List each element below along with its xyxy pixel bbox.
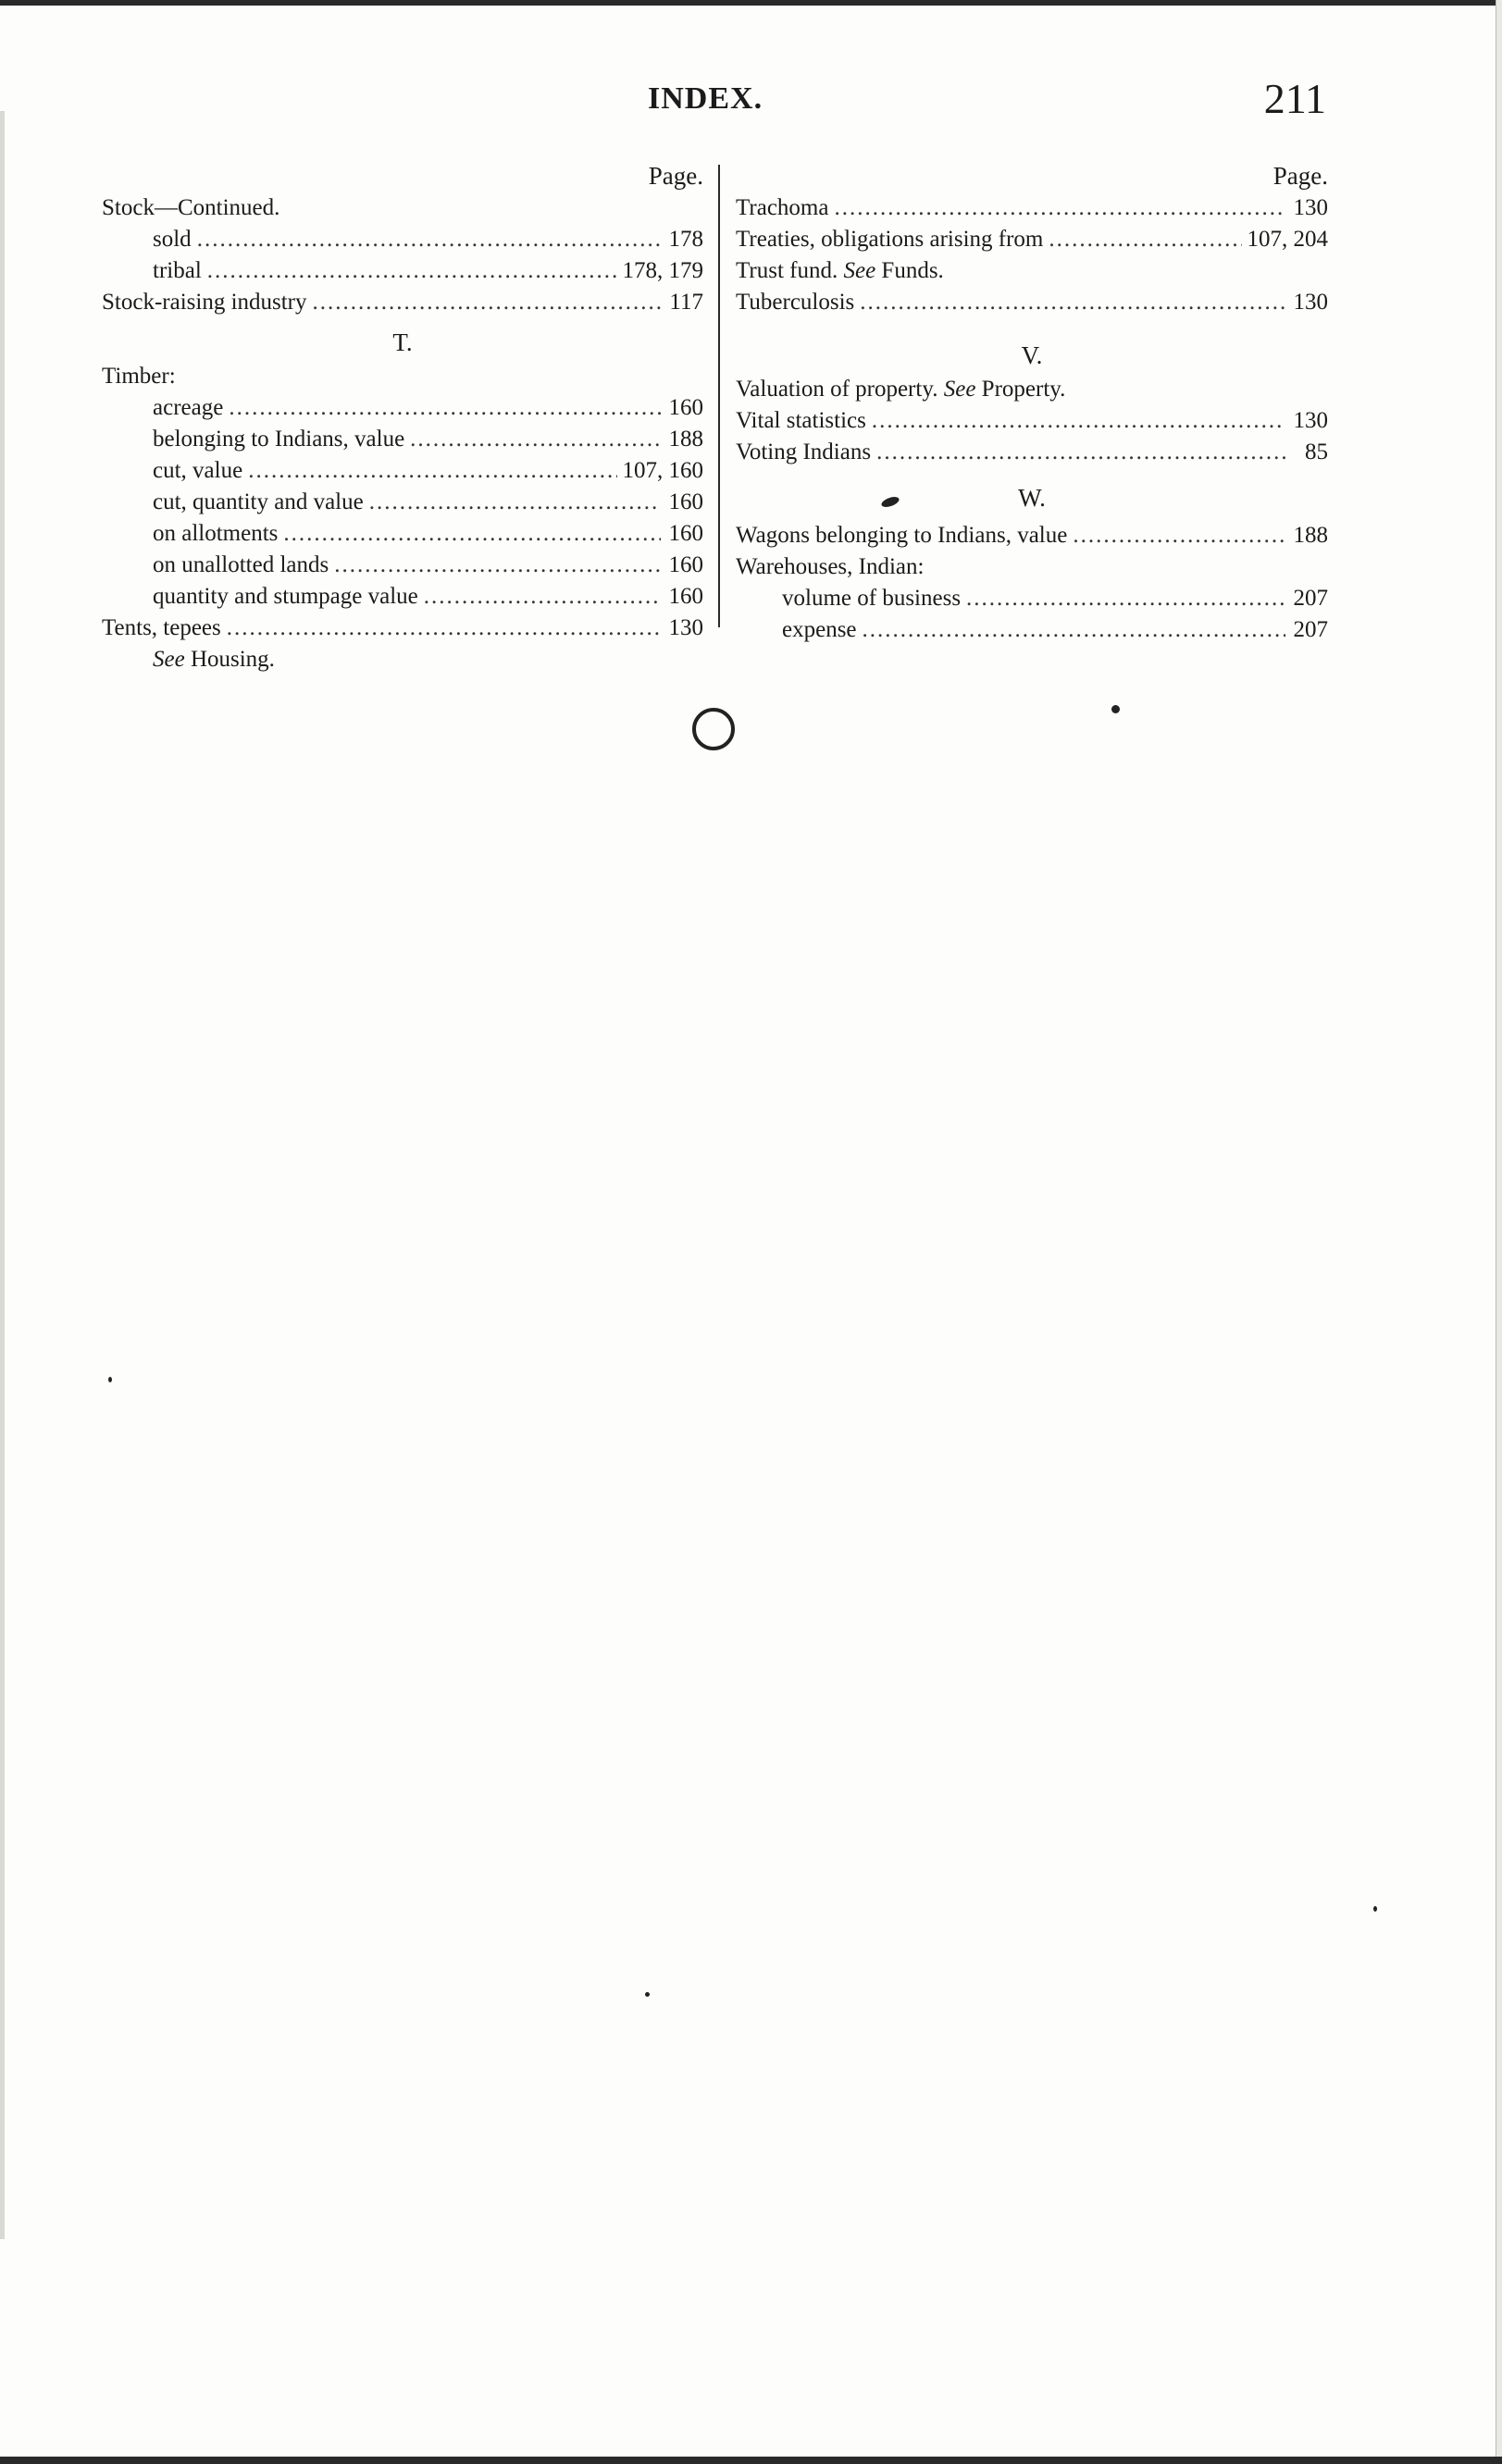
ink-speck [108, 1377, 112, 1382]
index-entry-on-allotments: on allotments ..... 160 [102, 518, 703, 550]
page-number: 211 [1263, 75, 1326, 122]
page-column-heading: Page. [648, 162, 703, 190]
ink-speck [1111, 705, 1120, 713]
leader-dots [1049, 224, 1241, 255]
leader-dots [227, 613, 661, 644]
leader-dots [229, 392, 661, 424]
index-entry-tents: Tents, tepees ..... 130 [102, 613, 703, 644]
index-entry-volume-of-business: volume of business ..... 207 [736, 583, 1328, 614]
section-letter-v: V. [1021, 341, 1043, 369]
page-edge-top [0, 0, 1502, 6]
index-entry-stock-raising: Stock-raising industry ..... 117 [102, 287, 703, 318]
leader-dots [369, 487, 661, 518]
index-entry-sold: sold ..... 178 [102, 224, 703, 255]
leader-dots [207, 255, 617, 287]
column-divider [718, 165, 720, 627]
punch-hole-mark [692, 708, 735, 750]
page-edge-right [1496, 0, 1502, 2464]
index-entry-wagons: Wagons belonging to Indians, value ..... 188 [736, 520, 1328, 551]
index-entry-trust-fund: Trust fund. See Funds. [736, 258, 944, 283]
index-entry-vital-statistics: Vital statistics ..... 130 [736, 405, 1328, 437]
index-entry-timber: Timber: [102, 364, 176, 389]
ink-speck [645, 1992, 650, 1997]
leader-dots [876, 437, 1285, 468]
leader-dots [410, 424, 661, 455]
page-edge-bottom [0, 2457, 1502, 2464]
right-index-column [736, 159, 1328, 646]
index-entry-treaties: Treaties, obligations arising from ..... 107, 204 [736, 224, 1328, 255]
leader-dots [424, 581, 661, 613]
page-column-heading: Page. [1272, 162, 1328, 190]
index-entry-unallotted: on unallotted lands ..... 160 [102, 550, 703, 581]
index-entry-expense: expense ..... 207 [736, 614, 1328, 646]
index-entry-acreage: acreage ..... 160 [102, 392, 703, 424]
index-entry-stumpage: quantity and stumpage value ..... 160 [102, 581, 703, 613]
index-entry-trachoma: Trachoma ..... 130 [736, 192, 1328, 224]
index-entry-stock: Stock—Continued. [102, 195, 280, 220]
index-entry-voting-indians: Voting Indians ..... 85 [736, 437, 1328, 468]
index-entry-belonging: belonging to Indians, value ..... 188 [102, 424, 703, 455]
ink-speck [1373, 1906, 1377, 1912]
cross-reference-housing: See Housing. [153, 647, 275, 672]
index-entry-valuation: Valuation of property. See Property. [736, 377, 1066, 402]
leader-dots [334, 550, 661, 581]
running-head: INDEX. [648, 81, 763, 116]
leader-dots [197, 224, 661, 255]
section-letter-t: T. [392, 328, 413, 356]
index-entry-tribal: tribal ..... 178, 179 [102, 255, 703, 287]
index-entry-tuberculosis: Tuberculosis ..... 130 [736, 287, 1328, 318]
leader-dots [863, 614, 1285, 646]
leader-dots [283, 518, 661, 550]
left-index-column [102, 159, 703, 675]
leader-dots [248, 455, 616, 487]
leader-dots [313, 287, 661, 318]
leader-dots [872, 405, 1285, 437]
index-entry-cut-value: cut, value ..... 107, 160 [102, 455, 703, 487]
page-edge-left [0, 111, 5, 2239]
leader-dots [966, 583, 1285, 614]
index-entry-warehouses: Warehouses, Indian: [736, 554, 925, 579]
section-letter-w: W. [1018, 484, 1046, 512]
index-entry-cut-quantity: cut, quantity and value ..... 160 [102, 487, 703, 518]
leader-dots [860, 287, 1285, 318]
leader-dots [1073, 520, 1285, 551]
leader-dots [834, 192, 1285, 224]
